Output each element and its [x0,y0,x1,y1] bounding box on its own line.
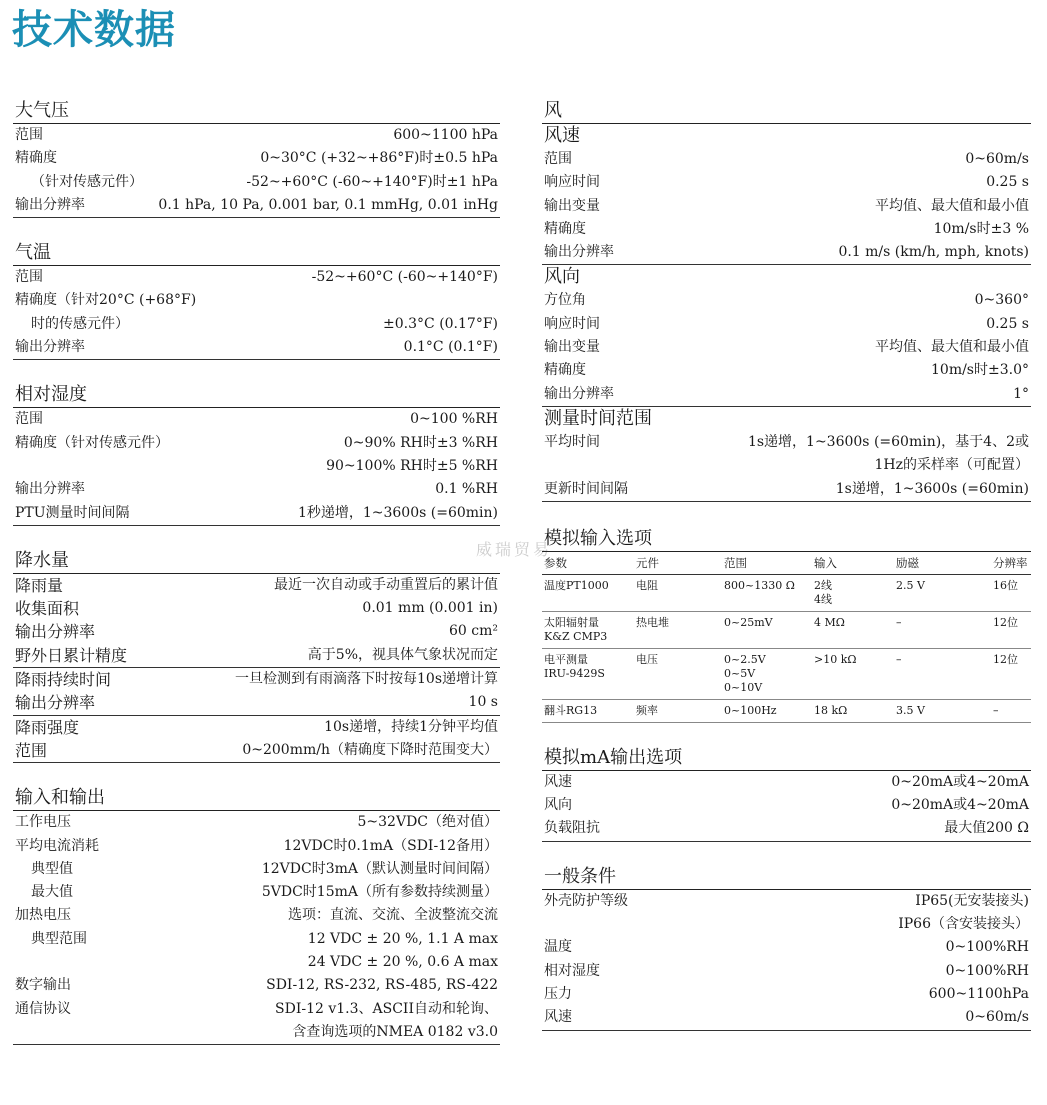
spec-label: 范围 [15,269,43,286]
spec-label: 输出分辨率 [15,622,96,642]
spec-value: -52~+60°C (-60~+140°F)时±1 hPa [246,173,498,190]
spec-label: 降雨持续时间 [15,670,112,690]
spec-label: 输出分辨率 [15,481,85,498]
left-column [13,98,500,1065]
spec-row [542,983,1031,1006]
spec-label: 响应时间 [544,315,600,332]
right-column [542,98,1031,1051]
spec-row [13,904,500,927]
spec-row [13,974,500,997]
spec-value: 10m/s时±3.0° [931,362,1029,379]
spec-row [13,739,500,762]
spec-row [13,502,500,525]
wind-speed-rows [542,148,1031,264]
spec-row [542,148,1031,171]
spec-value: 0~20mA或4~20mA [891,773,1029,790]
spec-row [13,620,500,643]
spec-label: 典型范围 [31,930,87,947]
pressure-section [13,98,500,218]
table-cell: 0~25mV [722,611,812,648]
spec-value: 12 VDC ± 20 %, 1.1 A max [307,930,498,947]
section-title: 相对湿度 [13,382,500,408]
spec-row [542,478,1031,501]
subsection-title: 测量时间范围 [544,407,652,429]
spec-label: 输出分辨率 [544,244,614,261]
table-cell: 翻斗RG13 [542,699,634,722]
spec-label: 输出分辨率 [15,693,96,713]
spec-label: 范围 [15,740,48,760]
spec-value: IP66（含安装接头） [898,916,1029,933]
spec-value: 0.1 %RH [435,481,498,498]
spec-label: 压力 [544,985,572,1002]
section-title: 降水量 [13,548,500,574]
table-cell: 18 kΩ [812,699,894,722]
io-rows [13,811,500,1045]
spec-row [542,383,1031,406]
subsection-title: 风向 [544,266,580,288]
table-cell: 12位 [991,648,1031,699]
spec-row [13,1021,500,1044]
spec-row [542,1006,1031,1029]
spec-row [13,881,500,904]
column-header: 输入 [812,552,894,575]
spec-label: PTU测量时间间隔 [15,504,130,521]
spec-row [13,171,500,194]
spec-value: ±0.3°C (0.17°F) [383,315,498,332]
spec-value: 0~30°C (+32~+86°F)时±0.5 hPa [260,150,498,167]
spec-value: 0.1°C (0.1°F) [403,339,498,356]
spec-label: 时的传感元件） [31,315,129,332]
spec-label: 温度 [544,939,572,956]
rain-duration-group [13,667,500,715]
rain-intensity-rows [13,739,500,762]
spec-row [542,195,1031,218]
spec-value: 12VDC时0.1mA（SDI-12备用） [283,837,498,854]
spec-label: 更新时间间隔 [544,480,628,497]
rain-intensity-group [13,715,500,764]
spec-value: SDI-12 v1.3、ASCII自动和轮询、 [275,1000,498,1017]
spec-value: 90~100% RH时±5 %RH [326,457,498,474]
spec-value: 0.25 s [986,315,1029,332]
spec-row [13,455,500,478]
section-title: 一般条件 [542,864,1031,890]
spec-value: 0~90% RH时±3 %RH [343,434,498,451]
page-title: 技术数据 [12,7,176,53]
spec-row [542,289,1031,312]
spec-value: 0.1 hPa, 10 Pa, 0.001 bar, 0.1 mmHg, 0.01 inHg [158,196,498,213]
spec-label: 工作电压 [15,814,71,831]
watermark: 威瑞贸易 [476,540,553,559]
general-rows [542,890,1031,1031]
precipitation-section [13,548,500,763]
analog-input-section [542,526,1031,723]
spec-value: 12VDC时3mA（默认测量时间间隔） [261,860,498,877]
spec-value: 5~32VDC（绝对值） [357,814,498,831]
spec-row [542,771,1031,794]
spec-value: 平均值、最大值和最小值 [875,197,1029,214]
table-row [542,648,1031,699]
spec-label: 平均时间 [544,433,600,450]
spec-row [13,313,500,336]
spec-row [13,597,500,620]
spec-row [542,794,1031,817]
spec-label: 精确度 [544,220,586,237]
spec-label: 相对湿度 [544,962,600,979]
table-cell: 太阳辐射量 K&Z CMP3 [542,611,634,648]
spec-row [542,313,1031,336]
spec-row [542,171,1031,194]
spec-label: 精确度（针对传感元件） [15,434,169,451]
spec-row [13,478,500,501]
rain-amount-head [13,574,500,597]
spec-value: IP65(无安装接头) [915,892,1029,909]
general-section [542,864,1031,1031]
spec-value: 10m/s时±3 % [933,220,1029,237]
spec-value: 5VDC时15mA（所有参数持续测量） [261,884,498,901]
spec-label: 输出分辨率 [15,339,85,356]
measure-time-group [542,406,1031,502]
spec-value: 0~100 %RH [410,411,498,428]
section-title: 模拟mA输出选项 [542,745,1031,771]
column-header: 参数 [542,552,634,575]
spec-row [13,835,500,858]
spec-value: 含查询选项的NMEA 0182 v3.0 [292,1023,498,1040]
table-cell: 16位 [991,574,1031,611]
section-title: 风 [542,98,1031,124]
spec-row [13,266,500,289]
spec-row [13,408,500,431]
spec-row [542,960,1031,983]
spec-value: 1秒递增，1~3600s (=60min) [297,504,498,521]
spec-value: 0~60m/s [965,151,1029,167]
table-cell: 2.5 V [894,574,991,611]
section-title: 气温 [13,240,500,266]
spec-row [13,644,500,667]
spec-label: 响应时间 [544,174,600,191]
spec-label: 降雨强度 [15,717,80,737]
measure-time-rows [542,431,1031,501]
table-cell: – [894,611,991,648]
table-row [542,611,1031,648]
spec-row [13,716,500,739]
table-cell: 频率 [634,699,722,722]
spec-row [542,817,1031,840]
spec-value: 0~60m/s [965,1009,1029,1026]
table-body [542,574,1031,722]
spec-label: 降雨量 [15,575,64,595]
spec-value: 10 s [468,694,498,711]
spec-label: 典型值 [31,860,73,877]
temperature-rows [13,266,500,360]
spec-value: 平均值、最大值和最小值 [875,339,1029,356]
table-cell: 电压 [634,648,722,699]
spec-label: 负载阻抗 [544,820,600,837]
spec-value: 0~360° [974,292,1029,309]
wind-direction-group [542,264,1031,405]
spec-value: 24 VDC ± 20 %, 0.6 A max [307,954,498,971]
spec-value: 一旦检测到有雨滴落下时按每10s递增计算 [235,671,498,688]
analog-ma-rows [542,771,1031,842]
table-cell: – [894,648,991,699]
spec-value: 1Hz的采样率（可配置） [874,457,1029,474]
analog-ma-section [542,745,1031,842]
spec-label: 输出变量 [544,197,600,214]
humidity-rows [13,408,500,525]
table-cell: 0~2.5V 0~5V 0~10V [722,648,812,699]
table-cell: 4 MΩ [812,611,894,648]
table-cell: 12位 [991,611,1031,648]
spec-value: 0.01 mm (0.001 in) [362,600,498,617]
io-section [13,785,500,1045]
column-header: 励磁 [894,552,991,575]
spec-row [13,194,500,217]
table-cell: – [991,699,1031,722]
spec-row [542,454,1031,477]
spec-row [542,218,1031,241]
spec-row [542,890,1031,913]
table-cell: 0~100Hz [722,699,812,722]
spec-row [13,147,500,170]
table-row [542,574,1031,611]
table-cell: 电平测量 IRU-9429S [542,648,634,699]
spec-value: 0.1 m/s (km/h, mph, knots) [838,244,1029,261]
spec-label: 范围 [544,151,572,167]
wind-section [542,98,1031,502]
spec-value: 高于5%，视具体气象状况而定 [307,646,498,663]
rain-intensity-head [13,716,500,739]
table-header-row [542,552,1031,575]
spec-label: 范围 [15,127,43,143]
spec-value: 1s递增，1~3600s (=60min)，基于4、2或 [747,433,1029,450]
spec-label: 精确度 [15,150,57,167]
spec-label: 输出变量 [544,339,600,356]
subsection-title: 风速 [544,125,580,146]
wind-direction-rows [542,289,1031,405]
humidity-section [13,382,500,525]
table-cell: >10 kΩ [812,648,894,699]
spec-row [542,336,1031,359]
table-cell: 热电堆 [634,611,722,648]
spec-value: 最近一次自动或手动重置后的累计值 [274,576,498,593]
wind-speed-group [542,124,1031,264]
spec-value: 600~1100hPa [928,985,1029,1002]
spec-row [542,936,1031,959]
spec-row [13,928,500,951]
spec-label: 加热电压 [15,907,71,924]
rain-amount-group [13,574,500,667]
table-cell: 2线 4线 [812,574,894,611]
section-title: 大气压 [13,98,500,124]
spec-label: 精确度 [544,362,586,379]
rain-amount-rows [13,597,500,667]
spec-row [13,811,500,834]
spec-label: 风速 [544,773,572,790]
spec-label: （针对传感元件） [31,173,143,190]
spec-value: 0~200mm/h（精确度下降时范围变大） [242,741,498,758]
analog-input-table [542,552,1031,723]
spec-row [13,574,500,597]
spec-row [13,691,500,714]
table-cell: 电阻 [634,574,722,611]
spec-row [13,289,500,312]
spec-row [13,858,500,881]
spec-label: 风向 [544,797,572,814]
spec-value: 0~100%RH [945,962,1029,979]
column-header: 元件 [634,552,722,575]
spec-label: 收集面积 [15,599,80,619]
spec-row [13,432,500,455]
pressure-rows [13,124,500,218]
spec-row [13,336,500,359]
spec-label: 通信协议 [15,1000,71,1017]
temperature-section [13,240,500,360]
spec-row [542,913,1031,936]
spec-row [13,668,500,691]
spec-value: 10s递增，持续1分钟平均值 [324,718,498,735]
column-header: 范围 [722,552,812,575]
spec-label: 外壳防护等级 [544,892,628,909]
spec-value: 0~20mA或4~20mA [891,797,1029,814]
table-cell: 800~1330 Ω [722,574,812,611]
spec-value: 0.25 s [986,174,1029,191]
spec-label: 平均电流消耗 [15,837,99,854]
spec-row [542,241,1031,264]
section-title: 输入和输出 [13,785,500,811]
spec-label: 方位角 [544,292,586,309]
spec-value: 600~1100 hPa [393,127,498,143]
spec-value: -52~+60°C (-60~+140°F) [311,269,498,286]
spec-row [542,359,1031,382]
spec-label: 输出分辨率 [15,196,85,213]
spec-value: 0~100%RH [945,939,1029,956]
spec-label: 输出分辨率 [544,385,614,402]
spec-value: 最大值200 Ω [944,820,1029,837]
spec-value: 选项：直流、交流、全波整流交流 [288,907,498,924]
spec-label: 数字输出 [15,977,71,994]
spec-value: SDI-12, RS-232, RS-485, RS-422 [266,977,498,994]
spec-label: 范围 [15,411,43,428]
table-row [542,699,1031,722]
spec-label: 风速 [544,1009,572,1026]
table-cell: 温度PT1000 [542,574,634,611]
table-cell: 3.5 V [894,699,991,722]
spec-value: 1° [1013,385,1029,402]
spec-row [13,998,500,1021]
spec-row [13,951,500,974]
spec-label: 精确度（针对20°C (+68°F) [15,292,197,309]
spec-label: 野外日累计精度 [15,645,128,665]
spec-value: 1s递增，1~3600s (=60min) [835,480,1029,497]
spec-row [13,124,500,147]
rain-duration-head [13,668,500,691]
column-header: 分辨率 [991,552,1031,575]
spec-value: 60 cm² [449,623,498,640]
spec-row [542,431,1031,454]
rain-duration-rows [13,691,500,714]
spec-label: 最大值 [31,884,73,901]
section-title: 模拟输入选项 [542,526,1031,552]
